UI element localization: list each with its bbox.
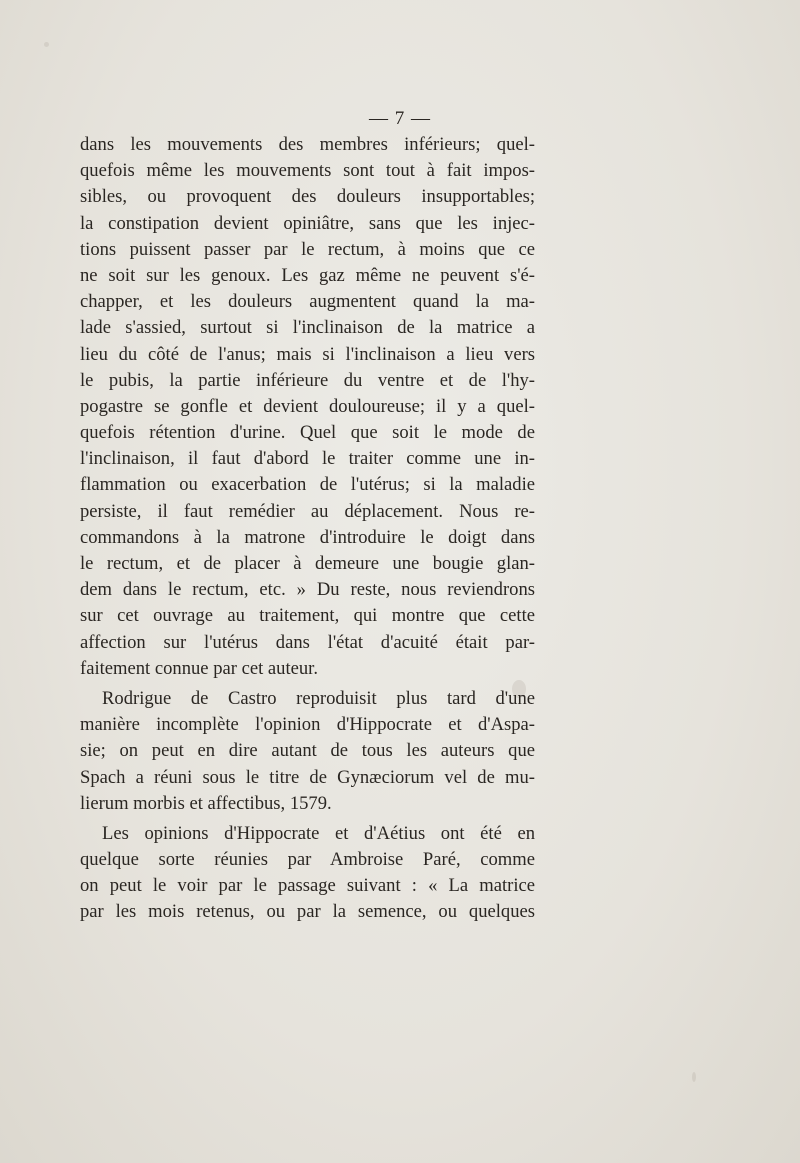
- text-line: quelque sorte réunies par Ambroise Paré, comme: [80, 849, 535, 871]
- text-line: la constipation devient opiniâtre, sans que les injec-: [80, 212, 535, 234]
- text-line: lade s'assied, surtout si l'inclinaison de la matrice a: [80, 317, 535, 339]
- page-number: — 7 —: [369, 108, 431, 129]
- text-line: faitement connue par cet auteur.: [80, 657, 318, 679]
- text-line: pogastre se gonfle et devient douloureuse; il y a quel-: [80, 395, 535, 417]
- text-line: le rectum, et de placer à demeure une bougie glan-: [80, 553, 535, 574]
- text-line: lieu du côté de l'anus; mais si l'inclinaison a lieu vers: [80, 343, 535, 365]
- text-line: sur cet ouvrage au traitement, qui montre que cette: [80, 605, 535, 627]
- paper-stain: [692, 1072, 696, 1082]
- text-line: dem dans le rectum, etc. » Du reste, nous reviendrons: [80, 579, 535, 601]
- text-line: persiste, il faut remédier au déplacement. Nous re-: [80, 500, 535, 522]
- text-line: Spach a réuni sous le titre de Gynæciorum vel de mu-: [80, 766, 535, 788]
- body-text: [80, 132, 535, 926]
- text-line: commandons à la matrone d'introduire le doigt dans: [80, 526, 535, 548]
- text-line: tions puissent passer par le rectum, à moins que ce: [80, 238, 535, 260]
- paper-stain: [44, 42, 49, 47]
- text-line: quefois rétention d'urine. Quel que soit le mode de: [80, 422, 535, 444]
- text-line: sie; on peut en dire autant de tous les auteurs que: [80, 740, 535, 762]
- text-line: dans les mouvements des membres inférieurs; quel-: [80, 134, 535, 155]
- text-line: ne soit sur les genoux. Les gaz même ne peuvent s'é-: [80, 264, 535, 286]
- text-line: Rodrigue de Castro reproduisit plus tard d'une: [102, 687, 535, 709]
- text-line: affection sur l'utérus dans l'état d'acuité était par-: [80, 631, 535, 653]
- text-line: chapper, et les douleurs augmentent quand la ma-: [80, 291, 535, 313]
- text-line: flammation ou exacerbation de l'utérus; si la maladie: [80, 474, 535, 496]
- text-line: par les mois retenus, ou par la semence, ou quelques: [80, 901, 535, 923]
- text-line: quefois même les mouvements sont tout à fait impos-: [80, 160, 535, 182]
- text-line: manière incomplète l'opinion d'Hippocrate et d'Aspa-: [80, 714, 535, 736]
- text-line: Les opinions d'Hippocrate et d'Aétius ont été en: [102, 822, 535, 844]
- text-line: lierum morbis et affectibus, 1579.: [80, 792, 332, 814]
- text-line: le pubis, la partie inférieure du ventre et de l'hy-: [80, 369, 535, 391]
- text-line: sibles, ou provoquent des douleurs insupportables;: [80, 186, 535, 208]
- text-line: l'inclinaison, il faut d'abord le traiter comme une in-: [80, 448, 535, 470]
- text-line: on peut le voir par le passage suivant : « La matrice: [80, 875, 535, 897]
